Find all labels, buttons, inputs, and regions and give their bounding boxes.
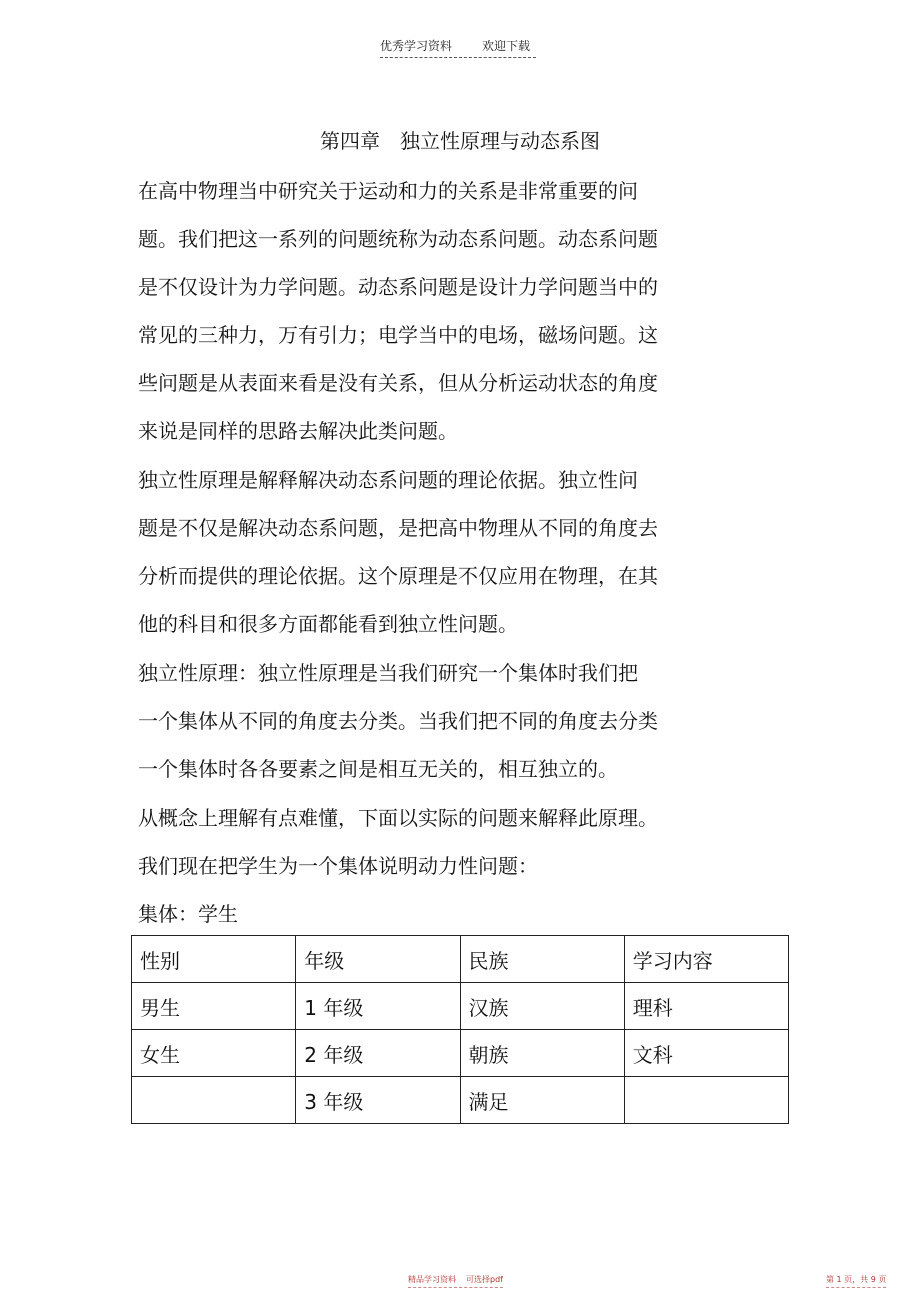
student-category-table <box>131 935 789 1124</box>
table-cell <box>624 1077 788 1124</box>
header-right-text: 欢迎下载 <box>482 39 531 53</box>
footer-watermark <box>408 1275 503 1288</box>
text-line: 独立性原理：独立性原理是当我们研究一个集体时我们把 <box>138 661 638 685</box>
text-line: 在高中物理当中研究关于运动和力的关系是非常重要的问 <box>138 179 638 203</box>
text-line: 从概念上理解有点难懂，下面以实际的问题来解释此原理。 <box>138 806 658 830</box>
table-cell <box>132 1077 296 1124</box>
chapter-title: 第四章 独立性原理与动态系图 <box>320 129 600 153</box>
table-cell: 满足 <box>460 1077 624 1124</box>
text-line: 题是不仅是解决动态系问题，是把高中物理从不同的角度去 <box>138 516 658 540</box>
text-line: 是不仅设计为力学问题。动态系问题是设计力学问题当中的 <box>138 275 658 299</box>
table-cell: 年级 <box>296 936 460 983</box>
header-left-text: 优秀学习资料 <box>380 39 453 53</box>
footer-left-b: 可选择pdf <box>466 1275 503 1284</box>
text-line: 他的科目和很多方面都能看到独立性问题。 <box>138 612 518 636</box>
table-cell: 1 年级 <box>296 983 460 1030</box>
table-cell: 朝族 <box>460 1030 624 1077</box>
page-header <box>380 38 536 58</box>
page-number: 第 1 页，共 9 页 <box>826 1275 886 1288</box>
text-line: 独立性原理是解释解决动态系问题的理论依据。独立性问 <box>138 468 638 492</box>
table-cell: 男生 <box>132 983 296 1030</box>
text-line: 一个集体从不同的角度去分类。当我们把不同的角度去分类 <box>138 709 658 733</box>
table-cell: 3 年级 <box>296 1077 460 1124</box>
table-cell: 文科 <box>624 1030 788 1077</box>
footer-left-a: 精品学习资料 <box>408 1275 456 1284</box>
table-cell: 民族 <box>460 936 624 983</box>
text-line: 集体：学生 <box>138 902 238 926</box>
table-row <box>132 1077 789 1124</box>
text-line: 我们现在把学生为一个集体说明动力性问题： <box>138 854 538 878</box>
text-line: 题。我们把这一系列的问题统称为动态系问题。动态系问题 <box>138 227 658 251</box>
table-cell: 女生 <box>132 1030 296 1077</box>
table-cell: 性别 <box>132 936 296 983</box>
text-line: 来说是同样的思路去解决此类问题。 <box>138 419 458 443</box>
text-line: 一个集体时各各要素之间是相互无关的，相互独立的。 <box>138 757 618 781</box>
table-row <box>132 1030 789 1077</box>
text-line: 分析而提供的理论依据。这个原理是不仅应用在物理，在其 <box>138 564 658 588</box>
table-row <box>132 983 789 1030</box>
text-line: 些问题是从表面来看是没有关系，但从分析运动状态的角度 <box>138 371 658 395</box>
table-header-row <box>132 936 789 983</box>
table-cell: 理科 <box>624 983 788 1030</box>
table-cell: 汉族 <box>460 983 624 1030</box>
text-line: 常见的三种力，万有引力；电学当中的电场，磁场问题。这 <box>138 323 658 347</box>
table-cell: 学习内容 <box>624 936 788 983</box>
table-cell: 2 年级 <box>296 1030 460 1077</box>
